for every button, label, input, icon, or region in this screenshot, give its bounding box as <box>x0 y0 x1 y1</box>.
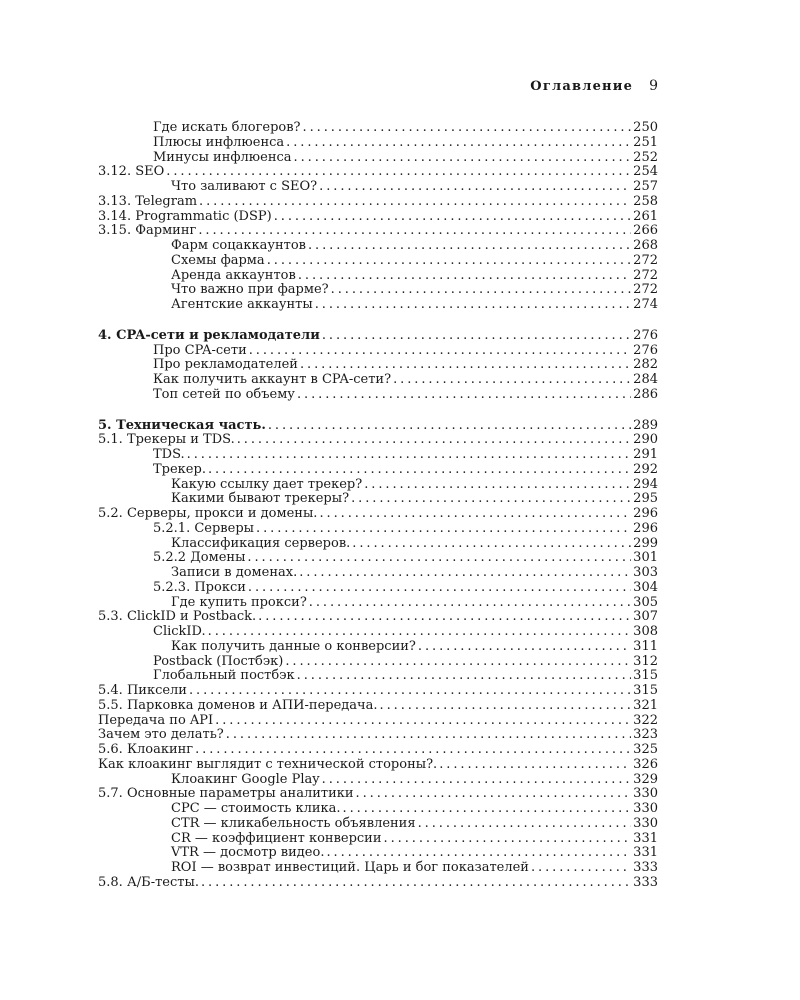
toc-leader-dots <box>248 581 631 596</box>
toc-entry-page: 266 <box>633 223 658 239</box>
toc-entry-page: 326 <box>633 756 658 772</box>
toc-entry[interactable] <box>98 210 658 225</box>
toc-entry-title: 3.13. Telegram <box>98 193 198 209</box>
toc-entry[interactable] <box>98 655 658 670</box>
toc-entry-page: 330 <box>633 801 658 816</box>
toc-entry-page: 284 <box>633 372 658 387</box>
toc-entry-page: 296 <box>633 506 658 521</box>
toc-entry[interactable] <box>98 596 658 611</box>
toc-entry-title: Классификация серверов. <box>171 535 351 551</box>
toc-leader-dots <box>247 551 631 566</box>
toc-entry[interactable] <box>98 492 658 507</box>
toc-entry-title: 4. CPA-сети и рекламодатели <box>98 327 320 343</box>
toc-entry-title: CR — коэффициент конверсии <box>171 830 382 846</box>
toc-entry[interactable] <box>98 846 658 861</box>
toc-leader-dots <box>300 358 631 373</box>
table-of-contents <box>98 121 658 891</box>
toc-entry-title: 5.1. Трекеры и TDS. <box>98 432 235 448</box>
toc-group <box>98 419 658 891</box>
toc-entry[interactable] <box>98 728 658 743</box>
toc-entry[interactable] <box>98 551 658 566</box>
toc-entry-page: 305 <box>633 594 658 610</box>
toc-entry-page: 290 <box>633 432 658 448</box>
toc-leader-dots <box>294 151 632 166</box>
toc-leader-dots <box>380 699 632 714</box>
toc-leader-dots <box>256 522 631 537</box>
toc-entry-title: Что заливают с SEO? <box>171 179 318 194</box>
toc-entry-page: 258 <box>633 193 658 209</box>
toc-entry[interactable] <box>98 358 658 373</box>
toc-leader-dots <box>274 210 631 225</box>
toc-entry[interactable] <box>98 329 658 344</box>
toc-leader-dots <box>215 714 631 729</box>
toc-leader-dots <box>226 728 631 743</box>
toc-entry-page: 333 <box>633 874 658 890</box>
toc-entry-title: Где искать блогеров? <box>153 120 301 135</box>
toc-entry-page: 295 <box>633 491 658 507</box>
toc-entry[interactable] <box>98 537 658 552</box>
toc-entry-page: 292 <box>633 461 658 477</box>
toc-entry-title: 5. Техническая часть. <box>98 417 266 433</box>
toc-leader-dots <box>198 224 631 239</box>
toc-leader-dots <box>531 861 631 876</box>
toc-entry[interactable] <box>98 373 658 388</box>
toc-entry-title: Postback (Постбэк) <box>153 653 284 669</box>
toc-entry-title: Записи в доменах. <box>171 565 298 580</box>
toc-entry-page: 291 <box>633 447 658 462</box>
toc-entry[interactable] <box>98 478 658 493</box>
toc-entry-title: 5.8. А/Б-тесты. <box>98 874 199 890</box>
toc-entry-title: VTR — досмотр видео. <box>171 845 325 861</box>
toc-entry-page: 252 <box>633 149 658 165</box>
toc-entry-title: CPC — стоимость клика. <box>171 801 341 816</box>
header-page-number: 9 <box>649 78 658 94</box>
toc-leader-dots <box>319 507 631 522</box>
toc-leader-dots <box>319 180 631 195</box>
toc-leader-dots <box>384 832 632 847</box>
toc-leader-dots <box>297 669 632 684</box>
toc-entry[interactable] <box>98 344 658 359</box>
toc-leader-dots <box>187 448 632 463</box>
toc-gap <box>98 403 658 419</box>
toc-entry-title: Какими бывают трекеры? <box>171 491 350 507</box>
toc-entry-page: 272 <box>633 282 658 298</box>
toc-entry[interactable] <box>98 180 658 195</box>
toc-entry-title: Клоакинг Google Play <box>171 771 320 787</box>
toc-leader-dots <box>343 802 632 817</box>
toc-entry[interactable] <box>98 714 658 729</box>
toc-entry-title: Какую ссылку дает трекер? <box>171 476 363 492</box>
toc-entry-page: 296 <box>633 520 658 536</box>
toc-leader-dots <box>315 298 631 313</box>
toc-entry-title: 3.14. Programmatic (DSP) <box>98 208 272 224</box>
toc-entry-title: Про рекламодателей <box>153 357 298 373</box>
toc-entry-title: Агентские аккаунты <box>171 297 313 312</box>
toc-entry[interactable] <box>98 463 658 478</box>
toc-entry[interactable] <box>98 743 658 758</box>
toc-entry-title: TDS. <box>153 447 185 462</box>
toc-leader-dots <box>189 684 631 699</box>
toc-entry-page: 261 <box>633 208 658 224</box>
toc-entry[interactable] <box>98 817 658 832</box>
toc-leader-dots <box>352 537 631 552</box>
toc-leader-dots <box>268 419 631 434</box>
toc-entry-page: 323 <box>633 727 658 743</box>
toc-entry[interactable] <box>98 224 658 239</box>
toc-entry-page: 325 <box>633 742 658 757</box>
toc-leader-dots <box>208 463 631 478</box>
toc-leader-dots <box>285 655 631 670</box>
toc-entry[interactable] <box>98 283 658 298</box>
toc-entry-page: 276 <box>633 327 658 343</box>
toc-leader-dots <box>364 478 631 493</box>
toc-entry[interactable] <box>98 522 658 537</box>
toc-entry[interactable] <box>98 165 658 180</box>
toc-entry[interactable] <box>98 773 658 788</box>
toc-leader-dots <box>258 610 631 625</box>
toc-entry-page: 330 <box>633 786 658 802</box>
toc-entry-page: 257 <box>633 179 658 194</box>
toc-leader-dots <box>418 640 631 655</box>
toc-entry[interactable] <box>98 684 658 699</box>
toc-entry-page: 330 <box>633 815 658 831</box>
toc-entry-title: 3.12. SEO <box>98 164 165 180</box>
toc-entry[interactable] <box>98 419 658 434</box>
toc-leader-dots <box>439 758 631 773</box>
toc-entry[interactable] <box>98 832 658 847</box>
toc-entry-title: ROI — возврат инвестиций. Царь и бог показателей <box>171 860 529 875</box>
toc-entry-page: 294 <box>633 476 658 492</box>
toc-entry-page: 321 <box>633 697 658 713</box>
toc-entry[interactable] <box>98 669 658 684</box>
toc-entry-title: Минусы инфлюенса <box>153 149 292 165</box>
toc-leader-dots <box>303 121 632 136</box>
toc-entry-title: Трекер. <box>153 461 206 477</box>
toc-entry-page: 268 <box>633 238 658 253</box>
toc-entry[interactable] <box>98 640 658 655</box>
toc-entry-title: 5.7. Основные параметры аналитики <box>98 786 354 802</box>
toc-entry-page: 329 <box>633 771 658 787</box>
toc-entry-page: 331 <box>633 830 658 846</box>
toc-entry[interactable] <box>98 269 658 284</box>
toc-entry-page: 308 <box>633 624 658 639</box>
toc-entry-page: 274 <box>633 297 658 312</box>
toc-entry-title: Передача по API <box>98 712 214 728</box>
toc-entry[interactable] <box>98 566 658 581</box>
toc-entry[interactable] <box>98 699 658 714</box>
toc-entry[interactable] <box>98 625 658 640</box>
toc-group <box>98 329 658 403</box>
toc-entry[interactable] <box>98 861 658 876</box>
toc-entry-page: 315 <box>633 683 658 698</box>
header-title: Оглавление <box>530 79 634 94</box>
toc-entry-title: 5.2. Серверы, прокси и домены. <box>98 506 318 521</box>
toc-entry[interactable] <box>98 448 658 463</box>
toc-entry-title: Аренда аккаунтов <box>171 267 296 283</box>
toc-entry[interactable] <box>98 433 658 448</box>
toc-entry-title: 5.4. Пиксели <box>98 683 187 698</box>
toc-entry-title: 5.3. ClickID и Postback. <box>98 609 257 625</box>
toc-leader-dots <box>237 433 631 448</box>
toc-entry[interactable] <box>98 121 658 136</box>
toc-entry-title: Как получить аккаунт в CPA-сети? <box>153 372 392 387</box>
toc-leader-dots <box>309 596 631 611</box>
toc-leader-dots <box>331 283 632 298</box>
toc-entry-page: 307 <box>633 609 658 625</box>
toc-leader-dots <box>208 625 632 640</box>
toc-entry[interactable] <box>98 136 658 151</box>
toc-entry-page: 312 <box>633 653 658 669</box>
toc-entry-page: 299 <box>633 535 658 551</box>
toc-leader-dots <box>356 787 632 802</box>
running-header <box>508 78 658 98</box>
toc-entry-title: CTR — кликабельность объявления <box>171 815 416 831</box>
toc-entry-title: 5.2.3. Прокси <box>153 579 246 595</box>
toc-entry-page: 304 <box>633 579 658 595</box>
toc-entry-page: 322 <box>633 712 658 728</box>
toc-entry-page: 251 <box>633 134 658 150</box>
toc-entry[interactable] <box>98 876 658 891</box>
toc-entry-title: 3.15. Фарминг <box>98 223 197 239</box>
toc-entry[interactable] <box>98 610 658 625</box>
toc-leader-dots <box>351 492 631 507</box>
toc-leader-dots <box>249 344 631 359</box>
toc-leader-dots <box>195 743 631 758</box>
toc-entry[interactable] <box>98 298 658 313</box>
toc-gap <box>98 313 658 329</box>
toc-entry-page: 289 <box>633 417 658 433</box>
toc-entry[interactable] <box>98 388 658 403</box>
toc-entry[interactable] <box>98 581 658 596</box>
toc-entry-title: 5.6. Клоакинг <box>98 742 194 757</box>
toc-leader-dots <box>201 876 631 891</box>
toc-entry[interactable] <box>98 802 658 817</box>
toc-entry[interactable] <box>98 254 658 269</box>
toc-entry-title: ClickID. <box>153 624 206 639</box>
toc-entry-title: Как получить данные о конверсии? <box>171 638 416 654</box>
toc-group <box>98 121 658 313</box>
toc-leader-dots <box>298 269 631 284</box>
toc-entry-page: 254 <box>633 164 658 180</box>
toc-leader-dots <box>297 388 631 403</box>
toc-entry[interactable] <box>98 195 658 210</box>
toc-leader-dots <box>267 254 631 269</box>
toc-entry-page: 276 <box>633 342 658 358</box>
toc-entry-page: 286 <box>633 386 658 402</box>
toc-entry-title: Схемы фарма <box>171 252 265 268</box>
toc-entry-title: 5.2.2 Домены <box>153 550 246 566</box>
toc-leader-dots <box>418 817 632 832</box>
toc-entry-title: 5.2.1. Серверы <box>153 520 254 536</box>
toc-entry-page: 272 <box>633 252 658 268</box>
toc-leader-dots <box>286 136 631 151</box>
toc-entry-title: Зачем это делать? <box>98 727 224 743</box>
toc-entry-page: 331 <box>633 845 658 861</box>
toc-entry[interactable] <box>98 758 658 773</box>
toc-entry-title: Про CPA-сети <box>153 342 247 358</box>
toc-entry-page: 272 <box>633 267 658 283</box>
toc-entry-title: Плюсы инфлюенса <box>153 134 285 150</box>
toc-entry-page: 282 <box>633 357 658 373</box>
toc-entry-page: 311 <box>633 638 658 654</box>
toc-entry[interactable] <box>98 507 658 522</box>
toc-entry-title: Как клоакинг выглядит с технической стороны?. <box>98 756 438 772</box>
toc-entry-title: Что важно при фарме? <box>171 282 329 298</box>
toc-leader-dots <box>326 846 631 861</box>
toc-entry[interactable] <box>98 239 658 254</box>
toc-leader-dots <box>308 239 631 254</box>
toc-leader-dots <box>322 329 631 344</box>
toc-entry-title: 5.5. Парковка доменов и АПИ-передача. <box>98 697 378 713</box>
toc-leader-dots <box>322 773 632 788</box>
toc-entry-title: Глобальный постбэк <box>153 668 295 684</box>
toc-entry-title: Фарм соцаккаунтов <box>171 238 306 253</box>
toc-leader-dots <box>393 373 631 388</box>
toc-leader-dots <box>199 195 631 210</box>
toc-entry-page: 301 <box>633 550 658 566</box>
toc-entry-page: 315 <box>633 668 658 684</box>
toc-entry[interactable] <box>98 151 658 166</box>
toc-entry-page: 303 <box>633 565 658 580</box>
toc-entry-page: 250 <box>633 120 658 135</box>
toc-entry-page: 333 <box>633 860 658 875</box>
toc-entry[interactable] <box>98 787 658 802</box>
toc-entry-title: Топ сетей по объему <box>153 386 295 402</box>
toc-entry-title: Где купить прокси? <box>171 594 307 610</box>
toc-leader-dots <box>166 165 631 180</box>
toc-leader-dots <box>299 566 631 581</box>
